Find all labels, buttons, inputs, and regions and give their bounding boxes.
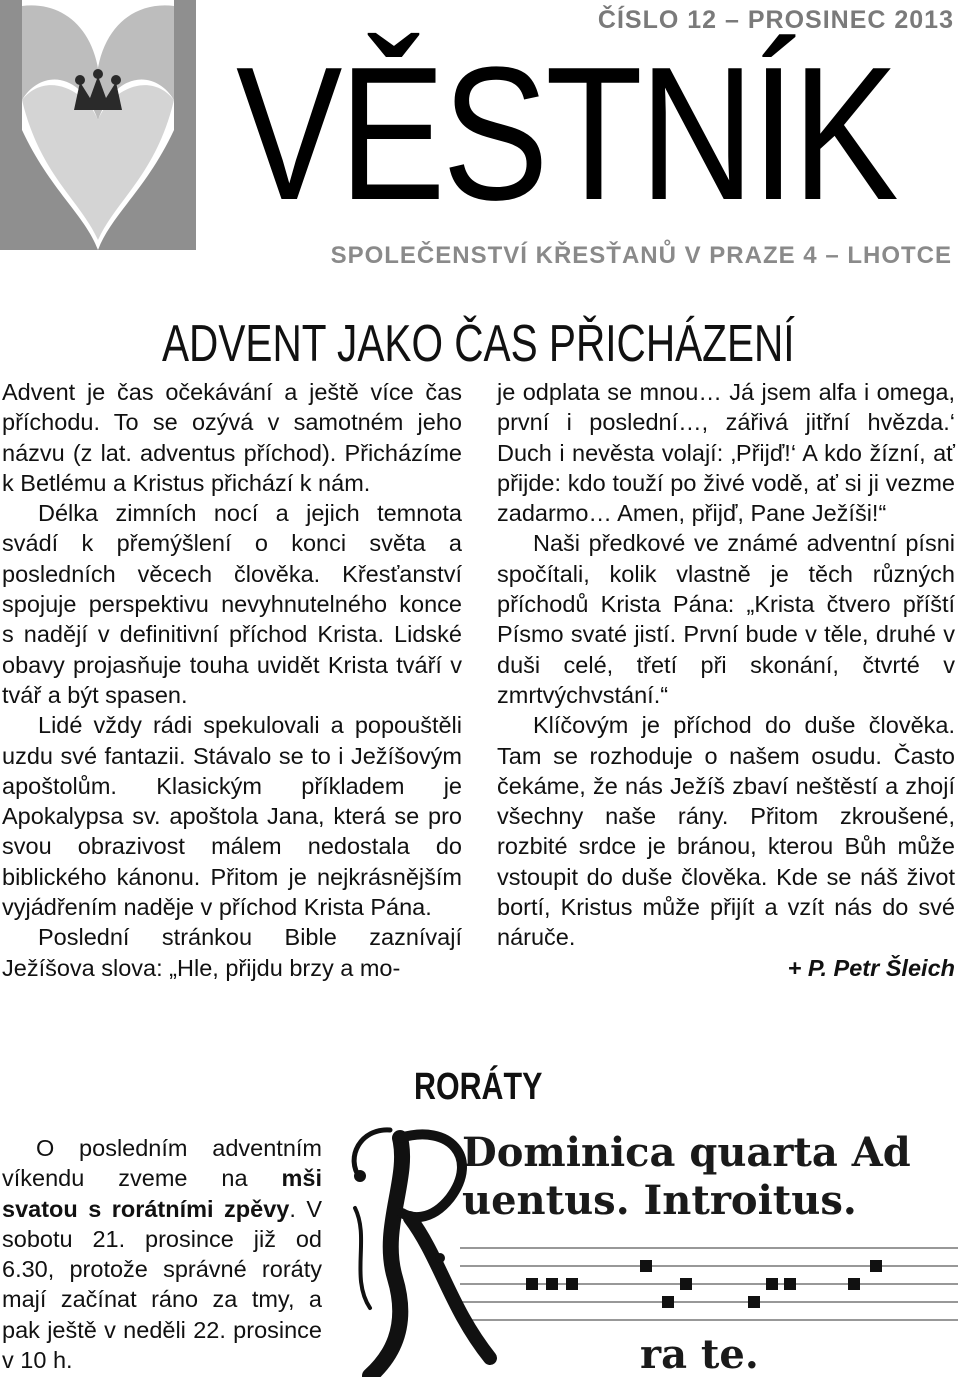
- article-paragraph: je odplata se mnou… Já jsem alfa i omega, první i poslední…, zářivá jitřní hvězda.‘ Duch i nevěsta volají: ‚Přijď!‘ A kdo žízní, ať přijde: kdo touží po živé vodě, ať si ji vezme zadarmo… Amen, přijď, Pane Ježíši!“: [497, 379, 955, 527]
- newsletter-title: VĚSTNÍK: [236, 28, 896, 240]
- chant-text: uentus. Introitus.: [462, 1177, 857, 1224]
- newsletter-subtitle: SPOLEČENSTVÍ KŘESŤANŮ V PRAZE 4 – LHOTCE: [330, 242, 952, 269]
- rorate-text: . V sobotu 21. prosince již od 6.30, protože správné roráty mají začínat ráno za tmy, a pak ještě v neděli 22. prosince v 10 h.: [2, 1195, 322, 1374]
- article-paragraph: Klíčovým je příchod do duše člověka. Tam se rozhoduje o našem osudu. Často čekáme, že nás Ježíš zbaví neštěstí a zhojí všechny naše rány. Přitom zkroušené, rozbité srdce je bránou, kterou Bůh může vstoupit do duše člověka. Kde se náš život bortí, Kristus může přijít a vzít nás do své náruče.: [497, 712, 955, 951]
- article-paragraph: Poslední stránkou Bible zaznívají Ježíšova slova: „Hle, přijdu brzy a mo-: [2, 924, 462, 981]
- rorate-title: RORÁTY: [414, 1066, 543, 1108]
- issue-label: ČÍSLO 12 – PROSINEC 2013: [597, 6, 954, 34]
- article-signature: + P. Petr Šleich: [787, 954, 955, 981]
- rorate-text: O posledním adventním víkendu zveme na: [2, 1135, 322, 1192]
- article-headline: ADVENT JAKO ČAS PŘICHÁZENÍ: [162, 315, 795, 373]
- rorate-text-bold: mši svatou s rorátními zpěvy: [2, 1165, 322, 1222]
- article-paragraph: Lidé vždy rádi spekulovali a popouštěli uzdu své fantazii. Stávalo se to i Ježíšovým apoštolům. Klasickým příkladem je Apokalypsa sv. apoštola Jana, která se pro svou obrazivost málem nedostala do biblického kánonu. Přitom je nejkrásnějším vyjádřením naděje v příchod Krista Pána.: [2, 712, 462, 921]
- article-paragraph: Naši předkové ve známé adventní písni spočítali, kolik vlastně je těch různých příchodů Krista Pána: „Krista čtvero příští Písmo svaté jistí. První bude v těle, druhé v duši celé, třetí při skonání, čtvrté v zmrtvýchvstání.“: [497, 530, 955, 708]
- article-right-column: [497, 377, 955, 983]
- chant-text: ra te.: [640, 1331, 759, 1377]
- article-paragraph: Advent je čas očekávání a ještě více čas příchodu. To se ozývá v samotném jeho názvu (z lat. adventus příchod). Přicházíme k Betlému a Kristus přichází k nám.: [2, 379, 462, 496]
- article-paragraph: Délka zimních nocí a jejich temnota svádí k přemýšlení o konci světa a posledních věcech člověka. Křesťanství spojuje perspektivu nevyhnutelného konce s nadějí v definitivní příchod Krista. Lidské obavy projasňuje touha uvidět Krista tváří v tvář a být spasen.: [2, 500, 462, 708]
- heart-crown-logo-icon: [0, 0, 196, 250]
- chant-text: Dominica quarta Ad: [462, 1129, 911, 1176]
- chant-manuscript-image: [340, 1118, 958, 1377]
- article-left-column: [2, 377, 462, 983]
- rorate-announcement: [2, 1133, 322, 1375]
